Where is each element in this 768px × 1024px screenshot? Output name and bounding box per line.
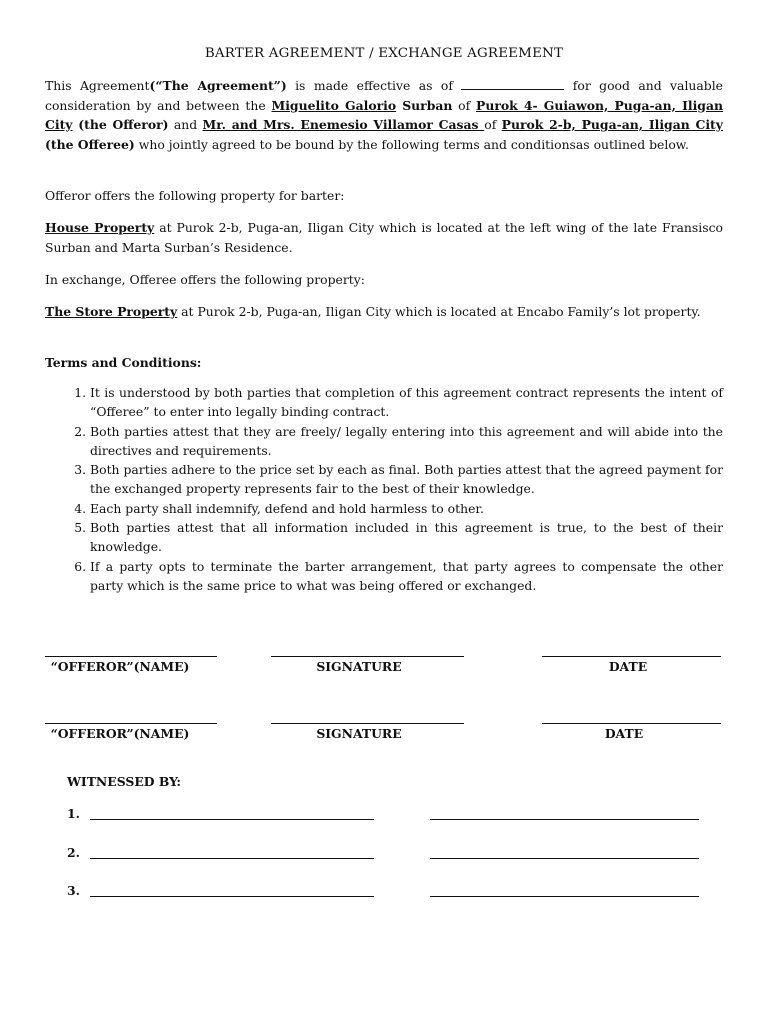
offeror-role: (the Offeror): [72, 117, 169, 132]
offeror-address: Purok 4- Guiawon, Puga-an, Iligan City: [45, 97, 724, 132]
witnessed-by-heading: WITNESSED BY:: [67, 774, 181, 789]
term-item: 5. Both parties attest that all information included in this agreement is true, to the best of their knowledge.: [90, 518, 723, 557]
signature-line-2[interactable]: [271, 723, 464, 724]
store-property-paragraph: [45, 302, 723, 322]
offeror-name-label-2: “OFFEROR”(NAME): [50, 726, 190, 741]
intro-text: for good and valuable consideration by and between the: [45, 78, 723, 113]
terms-list: [45, 383, 723, 595]
term-item: 2. Both parties attest that they are freely/ legally entering into this agreement and will abide into the directives and requirements.: [90, 422, 723, 461]
house-property-text: at Purok 2-b, Puga-an, Iligan City which is located at the left wing of the late Fransisco Surban and Marta Surban’s Residence.: [45, 220, 723, 255]
date-label-2: DATE: [604, 726, 644, 741]
house-property-paragraph: [45, 218, 723, 257]
signature-label-1: SIGNATURE: [316, 659, 402, 674]
offeree-role: (the Offeree): [45, 136, 135, 152]
document-title: BARTER AGREEMENT / EXCHANGE AGREEMENT: [204, 46, 564, 61]
offeror-name-line-2[interactable]: [45, 723, 217, 724]
witness-1-signature-line[interactable]: [430, 819, 699, 820]
terms-heading-text: Terms and Conditions:: [45, 355, 202, 370]
witness-number: 2.: [67, 845, 80, 860]
witness-3-name-line[interactable]: [90, 896, 374, 897]
effective-date-blank: [461, 78, 564, 90]
witness-number: 3.: [67, 883, 80, 898]
offeree-offers-text: In exchange, Offeree offers the following property:: [45, 272, 365, 287]
date-label-1: DATE: [608, 659, 648, 674]
date-line-2[interactable]: [542, 723, 721, 724]
offeror-name-line-1[interactable]: [45, 656, 217, 657]
term-item: 6. If a party opts to terminate the barter arrangement, that party agrees to compensate the other party which is the same price to what was being offered or exchanged.: [90, 557, 723, 596]
store-property-label: The Store Property: [45, 304, 178, 319]
intro-text: and: [168, 117, 203, 132]
offeror-name-label-1: “OFFEROR”(NAME): [50, 659, 190, 674]
witness-2-name-line[interactable]: [90, 858, 374, 859]
offeree-name: Mr. and Mrs. Enemesio Villamor Casas: [202, 117, 485, 132]
term-item: 1. It is understood by both parties that completion of this agreement contract represents the intent of “Offeree” to enter into legally binding contract.: [90, 383, 723, 422]
signature-line-1[interactable]: [271, 656, 464, 657]
offeror-name-last: Surban: [396, 97, 453, 113]
witness-number: 1.: [67, 806, 80, 821]
witness-3-signature-line[interactable]: [430, 896, 699, 897]
date-line-1[interactable]: [542, 656, 721, 657]
intro-paragraph: [45, 76, 723, 154]
store-property-text: at Purok 2-b, Puga-an, Iligan City which is located at Encabo Family’s lot property.: [177, 304, 701, 319]
intro-text: is made effective as of: [286, 78, 462, 93]
offeree-address: Purok 2-b, Puga-an, Iligan City: [501, 117, 723, 132]
witness-1-name-line[interactable]: [90, 819, 374, 820]
term-item: 4. Each party shall indemnify, defend and hold harmless to other.: [90, 499, 723, 518]
offeror-name-first: Miguelito Galorio: [271, 97, 397, 113]
term-item: 3. Both parties adhere to the price set by each as final. Both parties attest that the agreed payment for the exchanged property represents fair to the best of their knowledge.: [90, 460, 723, 499]
intro-text: who jointly agreed to be bound by the following terms and conditionsas outlined below.: [134, 136, 689, 152]
intro-text: This Agreement: [45, 78, 150, 93]
terms-heading: [45, 353, 723, 373]
agreement-name: (“The Agreement”): [149, 78, 287, 93]
intro-text: of: [484, 117, 502, 132]
intro-text: of: [452, 97, 476, 113]
offeror-offers-text: Offeror offers the following property for barter:: [45, 188, 345, 203]
signature-label-2: SIGNATURE: [316, 726, 402, 741]
house-property-label: House Property: [45, 220, 155, 235]
witness-2-signature-line[interactable]: [430, 858, 699, 859]
